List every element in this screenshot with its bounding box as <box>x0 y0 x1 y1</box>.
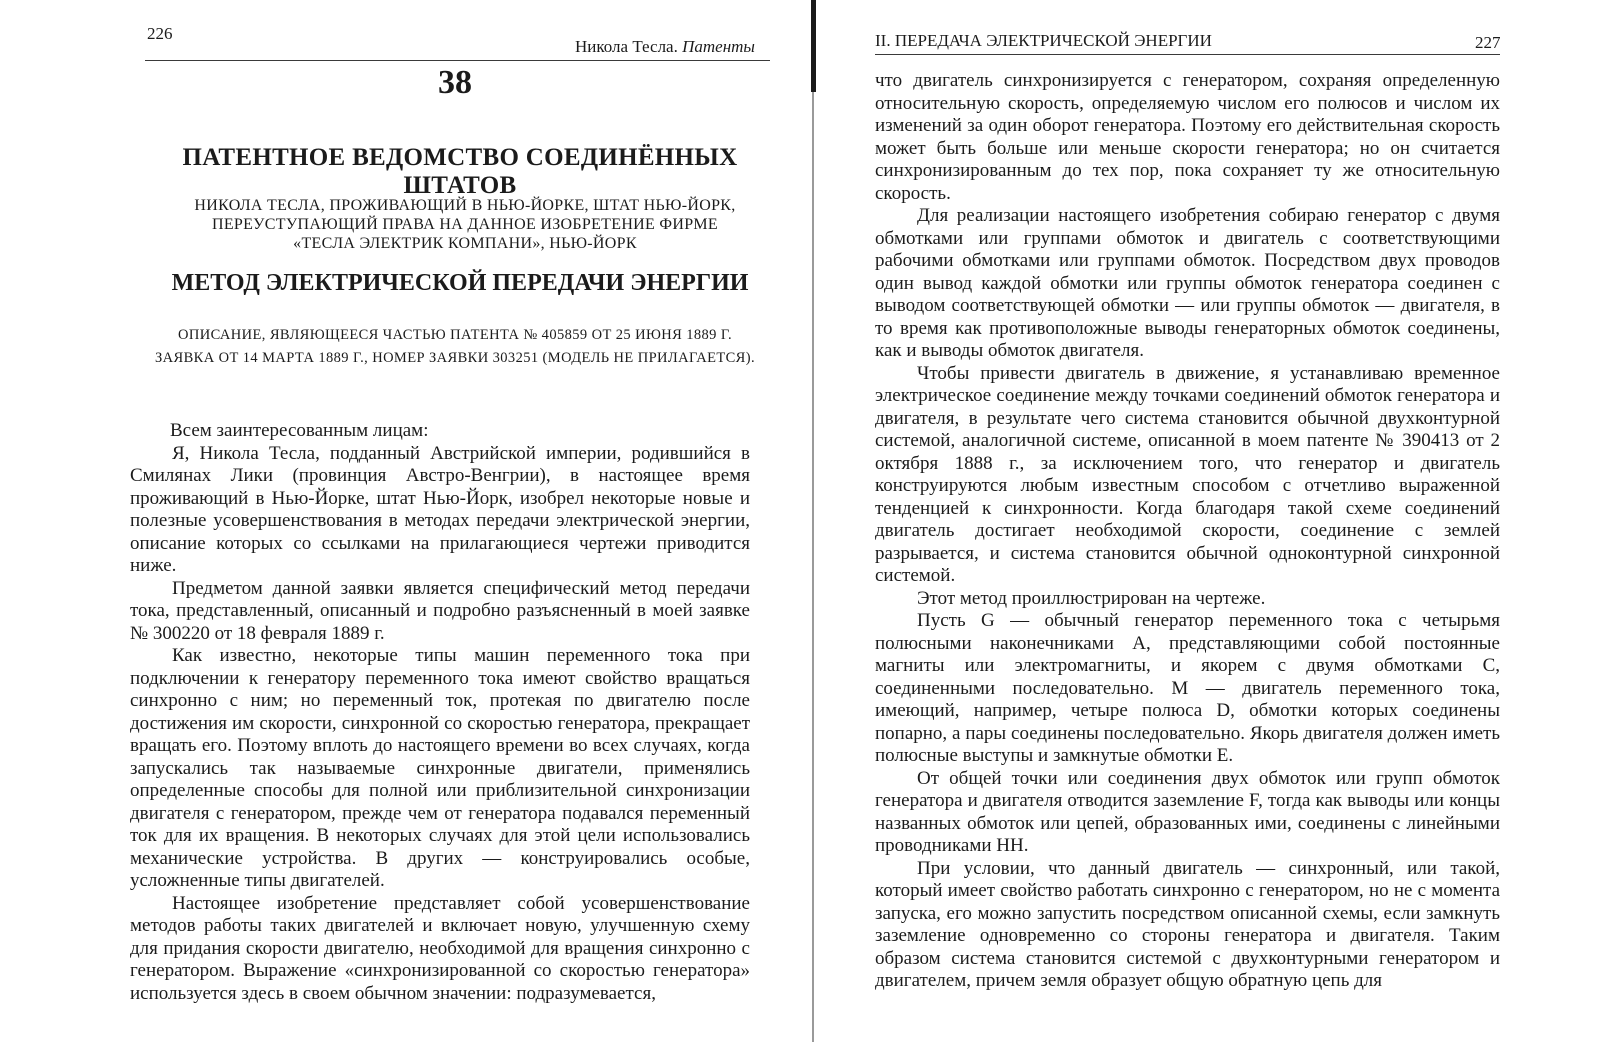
body-paragraph: От общей точки или соединения двух обмоток или групп обмоток генератора и двигателя отводится заземление F, тогда как выводы или концы названных обмоток или цепей, образованных ими, соединены с линейными проводниками HH. <box>875 767 1500 856</box>
right-page <box>800 0 1600 1042</box>
body-paragraph: При условии, что данный двигатель — синхронный, или такой, который имеет свойство работать синхронно с генератором, но не с момента запуска, его можно запустить посредством описанной схемы, если замкнуть заземление одновременно со стороны генератора и двигателя. Таким образом система становится системой с двухконтурными генератором и двигателем, причем земля образует общую обратную цепь для <box>875 857 1500 991</box>
body-paragraph: Настоящее изобретение представляет собой усовершенствование методов работы таких двигателей и включает новую, улучшенную схему для придания скорости двигателю, необходимой для вращения синхронно с генератором. Выражение «синхронизированной со скоростью генератора» используется здесь в своем обычном значении: подразумевается, <box>130 892 750 1004</box>
inventor-line: ПЕРЕУСТУПАЮЩИЙ ПРАВА НА ДАННОЕ ИЗОБРЕТЕНИЕ ФИРМЕ <box>211 216 718 233</box>
right-body-text <box>875 70 1500 993</box>
body-paragraph: что двигатель синхронизируется с генератором, сохраняя определенную относительную скорость, определяемую числом его полюсов и числом их изменений за один оборот генератора. Поэтому его действительная скорость может быть больше или меньше скорости генератора; но он считается синхронизированным до тех пор, пока сохраняет ту же относительную скорость. <box>875 70 1500 204</box>
method-title: МЕТОД ЭЛЕКТРИЧЕСКОЙ ПЕРЕДАЧИ ЭНЕРГИИ <box>171 270 749 296</box>
body-paragraph: Как известно, некоторые типы машин переменного тока при подключении к генератору переменного тока имеют свойство вращаться синхронно с ним; но переменный ток, протекая по двигателю после достижения им скорости, синхронной со скоростью генератора, прекращает вращать его. Поэтому вплоть до настоящего времени во всех случаях, когда запускались так называемые синхронные двигатели, применялись определенные способы для полной или приблизительной синхронизации двигателя с генератором, прежде чем от генератора подавался переменный ток для их вращения. В некоторых случаях для этой цели использовались механические устройства. В других — конструировались особые, усложненные типы двигателей. <box>130 645 750 891</box>
body-paragraph: Предметом данной заявки является специфический метод передачи тока, представленный, описанный и подробно разъясненный в моей заявке № 300220 от 18 февраля 1889 г. <box>130 577 750 644</box>
body-paragraph: Чтобы привести двигатель в движение, я устанавливаю временное электрическое соединение между точками соединений обмоток генератора и двигателя, в результате чего система становится обычной двухконтурной системой, аналогичной системе, описанной в моем патенте № 390413 от 2 октября 1888 г., за исключением того, что генератор и двигатель конструируются любым известным способом с отчетливо выраженной тенденцией к синхронности. Когда благодаря такой схеме соединений двигатель достигает необходимой скорости, соединение с землей разрывается, и система становится обычной одноконтурной синхронной системой. <box>875 362 1500 586</box>
inventor-block <box>150 196 780 253</box>
page-number-left: 226 <box>147 24 173 43</box>
left-body-text <box>130 420 750 1005</box>
header-rule-right <box>875 54 1500 55</box>
spec-line: ЗАЯВКА ОТ 14 МАРТА 1889 Г., НОМЕР ЗАЯВКИ 303251 (МОДЕЛЬ НЕ ПРИЛАГАЕТСЯ). <box>154 350 756 366</box>
body-paragraph: Я, Никола Тесла, подданный Австрийской империи, родившийся в Смилянах Лики (провинция Австро-Венгрии), в настоящее время проживающий в Нью-Йорке, штат Нью-Йорк, изобрел некоторые новые и полезные усовершенствования в методах передачи электрической энергии, описание которых со ссылками на прилагающиеся чертежи приводится ниже. <box>130 442 750 576</box>
document-number: 38 <box>438 64 472 101</box>
spec-line: ОПИСАНИЕ, ЯВЛЯЮЩЕЕСЯ ЧАСТЬЮ ПАТЕНТА № 405859 ОТ 25 ИЮНЯ 1889 Г. <box>177 327 733 343</box>
body-paragraph: Пусть G — обычный генератор переменного тока с четырьмя полюсными наконечниками A, представляющими собой постоянные магниты или электромагниты, и якорем с двумя обмотками C, соединенными последовательно. M — двигатель переменного тока, имеющий, например, четыре полюса D, обмотки которых соединены попарно, а пары соединены последовательно. Якорь двигателя должен иметь полюсные выступы и замкнутые обмотки E. <box>875 610 1500 766</box>
body-paragraph: Этот метод проиллюстрирован на чертеже. <box>917 587 1266 609</box>
running-head-left <box>575 37 755 57</box>
body-paragraph: Для реализации настоящего изобретения собираю генератор с двумя обмотками или группами обмоток и двигатель с соответствующими рабочими обмотками или группами обмоток. Посредством двух проводов один вывод каждой обмотки или группы обмоток генератора соединен с выводом соответствующей обмотки — или группы обмоток — двигателя, в то время как противоположные выводы генераторных обмоток соединены, как и выводы обмоток двигателя. <box>875 205 1500 361</box>
running-head-right: II. ПЕРЕДАЧА ЭЛЕКТРИЧЕСКОЙ ЭНЕРГИИ <box>875 31 1212 50</box>
running-head-book-title: Патенты <box>682 37 755 56</box>
running-head-author: Никола Тесла. <box>575 37 678 56</box>
patent-office-title: ПАТЕНТНОЕ ВЕДОМСТВО СОЕДИНЁННЫХ ШТАТОВ <box>182 144 738 199</box>
inventor-line: НИКОЛА ТЕСЛА, ПРОЖИВАЮЩИЙ В НЬЮ-ЙОРКЕ, ШТАТ НЬЮ-ЙОРК, <box>194 197 736 214</box>
salutation: Всем заинтересованным лицам: <box>170 420 429 441</box>
page-number-right: 227 <box>1475 33 1501 52</box>
inventor-line: «ТЕСЛА ЭЛЕКТРИК КОМПАНИ», НЬЮ-ЙОРК <box>293 235 637 252</box>
header-rule-left <box>145 60 770 61</box>
